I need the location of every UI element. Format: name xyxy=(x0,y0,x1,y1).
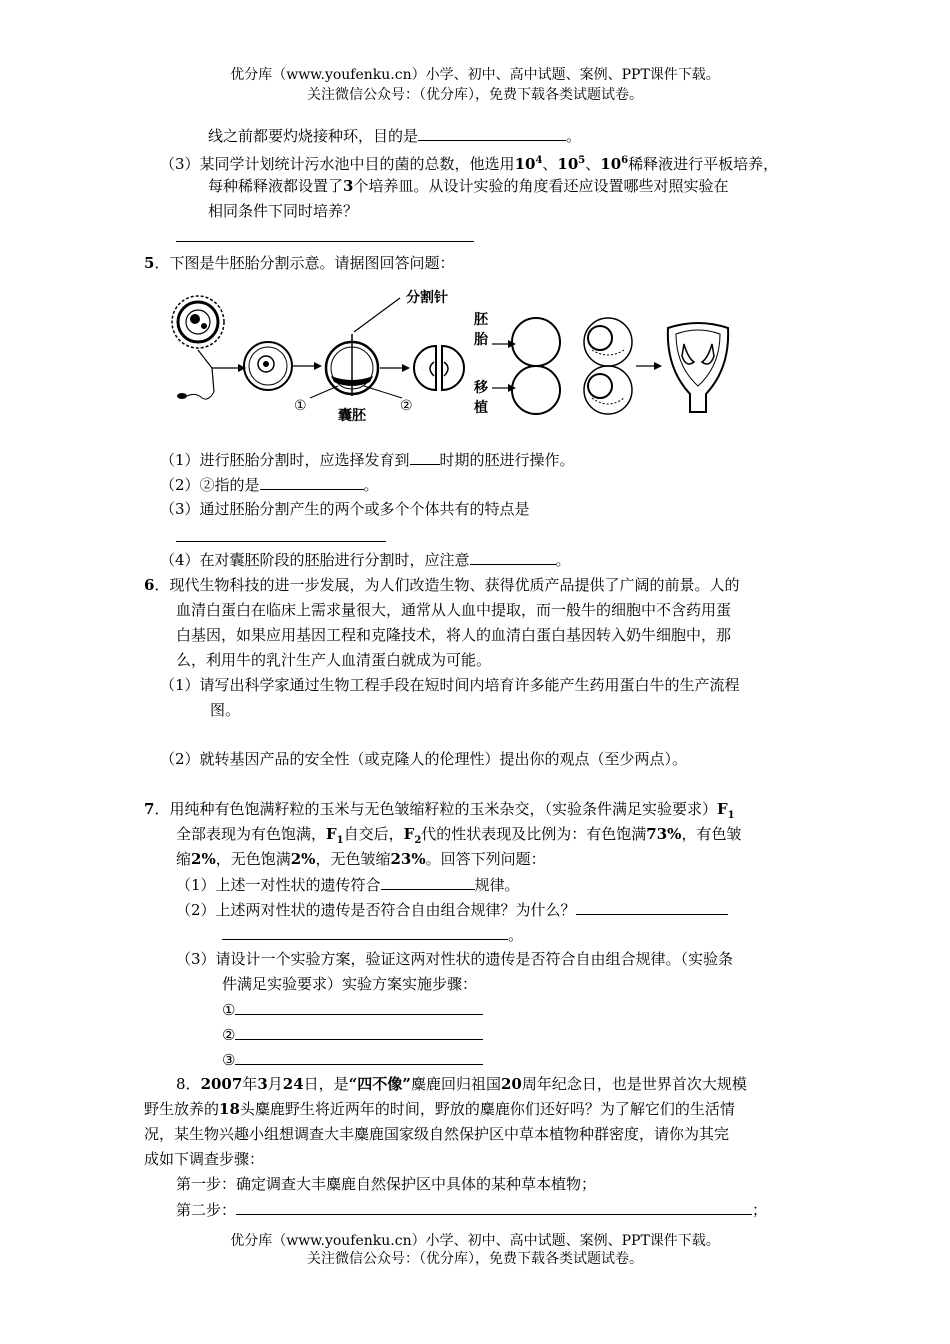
q7-line1: 7．用纯种有色饱满籽粒的玉米与无色皱缩籽粒的玉米杂交，（实验条件满足实验要求）$F_1$ xyxy=(144,800,735,821)
blastocyst-label: 囊胚 xyxy=(338,408,366,424)
embryo-top xyxy=(512,318,560,366)
q7-p2-blank-2[interactable] xyxy=(222,923,508,940)
f1-label: $F_1$ xyxy=(326,825,344,846)
q4-cont-end: 。 xyxy=(566,127,582,145)
marker-1-line xyxy=(310,386,338,398)
split-embryo xyxy=(414,346,464,390)
q5-part1: （1）进行胚胎分割时，应选择发育到 时期的胚进行操作。 xyxy=(160,448,575,471)
q4-cont-text: 线之前都要灼烧接种环，目的是 xyxy=(208,127,419,145)
uterus-twins xyxy=(668,323,728,412)
hatched-embryo-bottom xyxy=(584,366,632,414)
q5-p3-answer-line[interactable] xyxy=(176,541,386,542)
page-header-line-1: 优分库（www.youfenku.cn）小学、初中、高中试题、案例、PPT课件下载。 xyxy=(230,67,720,83)
blastocyst xyxy=(326,334,378,396)
transfer-label-top-1: 胚 xyxy=(474,312,488,328)
q8-line4: 成如下调查步骤： xyxy=(144,1150,265,1168)
ratio-colorless-wrinkled: 23% xyxy=(390,850,426,868)
sperm-cell xyxy=(177,392,214,399)
q4-part3-line2: 每种稀释液都设置了3个培养皿。从设计实验的角度看还应设置哪些对照实验在 xyxy=(208,177,729,195)
q4-p3-text: 某同学计划统计污水池中目的菌的总数，他选用 xyxy=(199,155,515,173)
q8-step2-blank[interactable] xyxy=(236,1198,752,1215)
arrow-line xyxy=(212,368,214,392)
q4-part3-line3: 相同条件下同时培养？ xyxy=(208,202,359,220)
q4-p3-text-b: 稀释液进行平板培养， xyxy=(628,155,779,173)
dilution-3: $10^6$ xyxy=(600,155,629,173)
arrow-head xyxy=(314,362,322,370)
f2-label: $F_2$ xyxy=(403,825,422,846)
q5-part4: （4）在对囊胚阶段的胚胎进行分割时，应注意 。 xyxy=(160,548,571,571)
q7-line3: 缩2%，无色饱满2%，无色皱缩23%。回答下列问题： xyxy=(176,850,546,868)
needle-pointer xyxy=(354,298,400,332)
sep: 、 xyxy=(542,155,558,173)
ratio-colored-wrinkled: 2% xyxy=(191,850,216,868)
q7-part1: （1）上述一对性状的遗传符合 规律。 xyxy=(176,873,520,896)
transfer-label-top-2: 胎 xyxy=(474,332,488,348)
q7-line2: 全部表现为有色饱满，$F_1$自交后，$F_2$代的性状表现及比例为：有色饱满73%，有色皱 xyxy=(176,825,742,846)
marker-1: ① xyxy=(294,398,307,414)
marker-2: ② xyxy=(400,398,413,414)
hatched-embryo-top xyxy=(584,318,632,366)
q8-line1: 8．2007年3月24日，是“四不像”麋鹿回归祖国20周年纪念日，也是世界首次大规模 xyxy=(176,1075,747,1093)
q4-answer-blank[interactable] xyxy=(418,124,566,141)
ratio-colorless-full: 2% xyxy=(290,850,316,868)
q5-intro-text: ．下图是牛胚胎分割示意。请据图回答问题： xyxy=(154,254,455,272)
q7-step-3: ③ xyxy=(222,1048,483,1071)
q7-part3-cont: 件满足实验要求）实验方案实施步骤： xyxy=(222,975,478,993)
q5-part3: （3）通过胚胎分割产生的两个或多个个体共有的特点是 xyxy=(160,500,530,518)
q4-continuation xyxy=(208,124,581,147)
q7-step1-blank[interactable] xyxy=(235,998,483,1015)
embryo-division-diagram xyxy=(168,288,738,428)
q8-step-2: 第二步： ； xyxy=(176,1198,767,1221)
q8-number: 8 xyxy=(176,1075,186,1093)
q4-p3-num: （3） xyxy=(160,155,200,173)
q6-part1-cont: 图。 xyxy=(210,701,241,719)
q7-step-2: ② xyxy=(222,1023,483,1046)
q7-p1-blank[interactable] xyxy=(381,873,475,890)
egg-cell xyxy=(172,296,224,348)
arrow-head xyxy=(654,362,662,370)
needle-label: 分割针 xyxy=(406,290,448,306)
q8-step-1: 第一步：确定调查大丰麋鹿自然保护区中具体的某种草本植物； xyxy=(176,1175,597,1193)
q6-part2: （2）就转基因产品的安全性（或克隆人的伦理性）提出你的观点（至少两点）。 xyxy=(160,750,688,768)
q8-line2: 野生放养的18头麋鹿野生将近两年的时间，野放的麋鹿你们还好吗？为了解它们的生活情 xyxy=(144,1100,735,1118)
q6-part1: （1）请写出科学家通过生物工程手段在短时间内培育许多能产生药用蛋白牛的生产流程 xyxy=(160,676,740,694)
zygote xyxy=(244,342,292,390)
q5-intro xyxy=(144,252,454,274)
q7-step3-blank[interactable] xyxy=(235,1048,483,1065)
q7-p2-blank[interactable] xyxy=(576,898,728,915)
q6-line2: 血清白蛋白在临床上需求量很大，通常从人血中提取，而一般牛的细胞中不含药用蛋 xyxy=(176,601,732,619)
q5-p1-blank[interactable] xyxy=(410,448,440,465)
q5-p2-blank[interactable] xyxy=(260,473,364,490)
q5-part2: （2）②指的是 。 xyxy=(160,473,379,496)
q8-line3: 况，某生物兴趣小组想调查大丰麋鹿国家级自然保护区中草本植物种群密度，请你为其完 xyxy=(144,1125,730,1143)
f1-generation: $F_1$ xyxy=(716,800,735,821)
q6-line3: 白基因，如果应用基因工程和克隆技术，将人的血清白蛋白基因转入奶牛细胞中，那 xyxy=(176,626,732,644)
q7-part3: （3）请设计一个实验方案，验证这两对性状的遗传是否符合自由组合规律。（实验条 xyxy=(176,950,734,968)
arrow-head xyxy=(402,364,410,372)
transfer-label-bot-1: 移 xyxy=(474,380,488,396)
q7-part2: （2）上述两对性状的遗传是否符合自由组合规律？为什么？ xyxy=(176,898,728,921)
arrow-line xyxy=(198,350,212,368)
page-footer-line-2: 关注微信公众号：（优分库），免费下载各类试题试卷。 xyxy=(307,1251,643,1267)
ratio-colored-full: 73% xyxy=(646,825,682,843)
dilution-1: $10^4$ xyxy=(514,155,543,173)
marker-2-line xyxy=(364,386,402,398)
transfer-label-bot-2: 植 xyxy=(474,400,488,416)
q7-part2-cont: 。 xyxy=(222,923,523,946)
page-header-line-2: 关注微信公众号：（优分库），免费下载各类试题试卷。 xyxy=(307,87,643,103)
q6-number: 6 xyxy=(144,576,155,594)
embryo-bottom xyxy=(512,366,560,414)
q4-part3-line1 xyxy=(160,150,778,175)
q7-step-1: ① xyxy=(222,998,483,1021)
sep: 、 xyxy=(585,155,601,173)
q7-step2-blank[interactable] xyxy=(235,1023,483,1040)
q4-answer-line[interactable] xyxy=(176,241,474,242)
q7-number: 7 xyxy=(144,800,155,818)
q6-line1: 6．现代生物科技的进一步发展，为人们改造生物、获得优质产品提供了广阔的前景。人的 xyxy=(144,576,740,594)
q5-number: 5 xyxy=(144,254,155,272)
page-footer-line-1: 优分库（www.youfenku.cn）小学、初中、高中试题、案例、PPT课件下载。 xyxy=(230,1233,720,1249)
dilution-2: $10^5$ xyxy=(557,155,586,173)
q5-p4-blank[interactable] xyxy=(470,548,556,565)
q6-line4: 么，利用牛的乳汁生产人血清蛋白就成为可能。 xyxy=(176,651,492,669)
dish-count: 3 xyxy=(343,177,354,195)
